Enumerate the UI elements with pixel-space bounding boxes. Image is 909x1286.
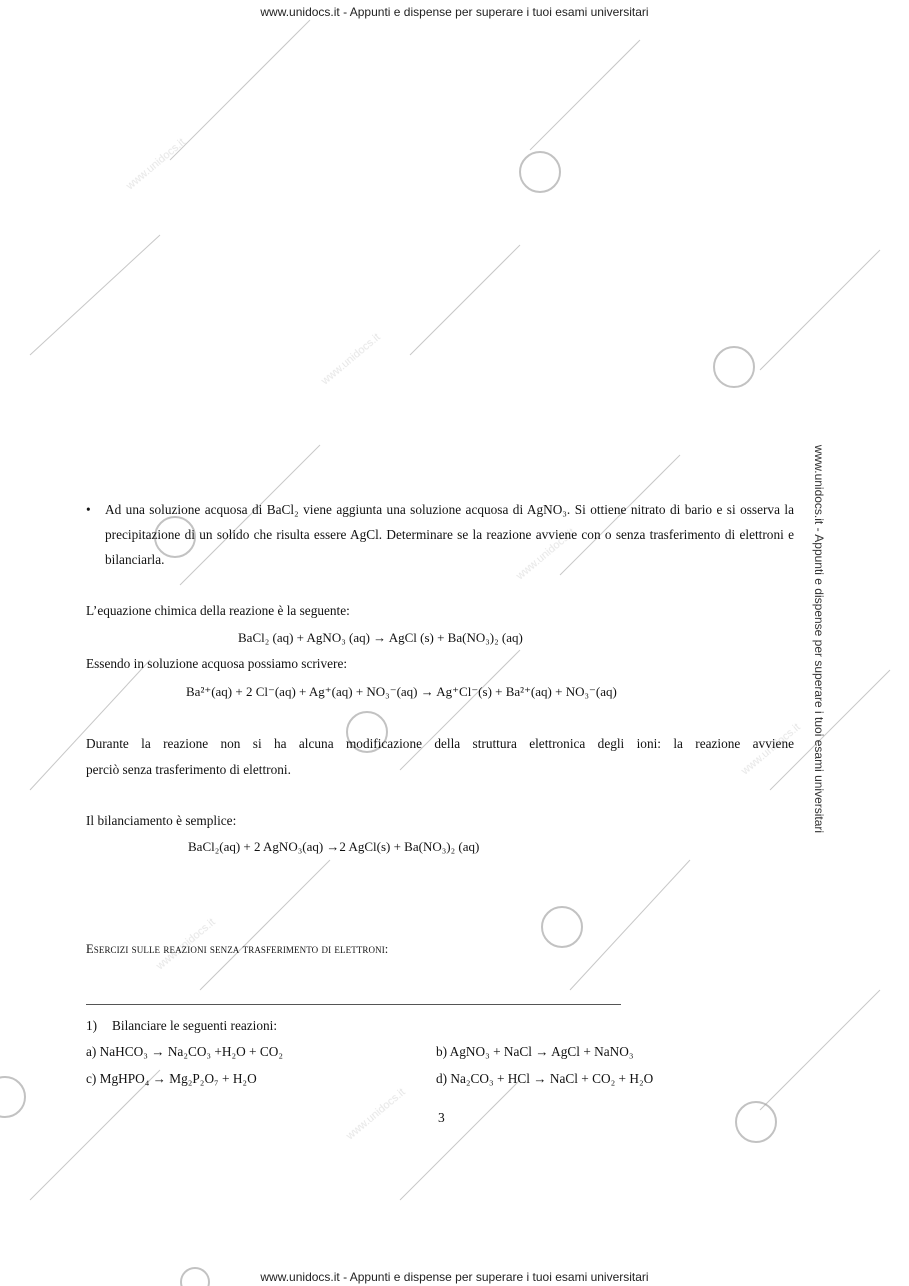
exercise-number: 1) (86, 1018, 98, 1033)
top-watermark: www.unidocs.it - Appunti e dispense per superare i tuoi esami universitari (260, 5, 649, 19)
reaction-a: a) NaHCO₃ → Na₂CO₃ +H₂O + CO₂ (86, 1044, 283, 1059)
right-watermark: www.unidocs.it - Appunti e dispense per superare i tuoi esami universitari (812, 444, 827, 834)
svg-text:www.unidocs.it: www.unidocs.it (124, 136, 188, 193)
explanation-line-1: Durante la reazione non si ha alcuna modificazione della struttura elettronica degli ioni: la reazione avviene (86, 736, 794, 751)
molecular-equation: BaCl₂ (aq) + AgNO₃ (aq) → AgCl (s) + Ba(NO₃)₂ (aq) (238, 630, 523, 645)
balancing-intro: Il bilanciamento è semplice: (86, 813, 237, 828)
balanced-equation: BaCl₂(aq) + 2 AgNO₃(aq) →2 AgCl(s) + Ba(NO₃)₂ (aq) (188, 839, 480, 854)
svg-text:www.unidocs.it: www.unidocs.it (739, 721, 803, 778)
svg-text:www.unidocs.it: www.unidocs.it (514, 526, 578, 583)
reaction-d: d) Na₂CO₃ + HCl → NaCl + CO₂ + H₂O (436, 1071, 654, 1086)
bottom-watermark: www.unidocs.it - Appunti e dispense per superare i tuoi esami universitari (260, 1270, 649, 1284)
svg-text:www.unidocs.it: www.unidocs.it (319, 331, 383, 388)
svg-text:www.unidocs.it: www.unidocs.it (344, 1086, 408, 1143)
page-number: 3 (438, 1110, 445, 1125)
exercises-heading: Esercizi sulle reazioni senza trasferimento di elettroni: (86, 942, 389, 956)
section-divider (86, 1004, 621, 1005)
explanation-line-2: perciò senza trasferimento di elettroni. (86, 762, 291, 777)
ionic-equation: Ba²⁺(aq) + 2 Cl⁻(aq) + Ag⁺(aq) + NO₃⁻(aq) → Ag⁺Cl⁻(s) + Ba²⁺(aq) + NO₃⁻(aq) (186, 684, 617, 699)
equation-intro: L’equazione chimica della reazione è la seguente: (86, 603, 350, 618)
ionic-intro: Essendo in soluzione acquosa possiamo scrivere: (86, 656, 348, 671)
svg-text:www.unidocs.it: www.unidocs.it (154, 916, 218, 973)
reaction-b: b) AgNO₃ + NaCl → AgCl + NaNO₃ (436, 1044, 634, 1059)
bullet-icon: • (86, 502, 91, 517)
reaction-c: c) MgHPO₄ → Mg₂P₂O₇ + H₂O (86, 1071, 257, 1086)
exercise-question (86, 497, 794, 572)
exercise-instruction: Bilanciare le seguenti reazioni: (112, 1018, 278, 1033)
question-text: Ad una soluzione acquosa di BaCl₂ viene aggiunta una soluzione acquosa di AgNO₃. Si ottiene nitrato di bario e si osserva la precipitazione di un solido che risulta essere AgCl. Determinare se la reazione avviene con o senza trasferimento di elettroni e bilanciarla. (105, 502, 794, 567)
